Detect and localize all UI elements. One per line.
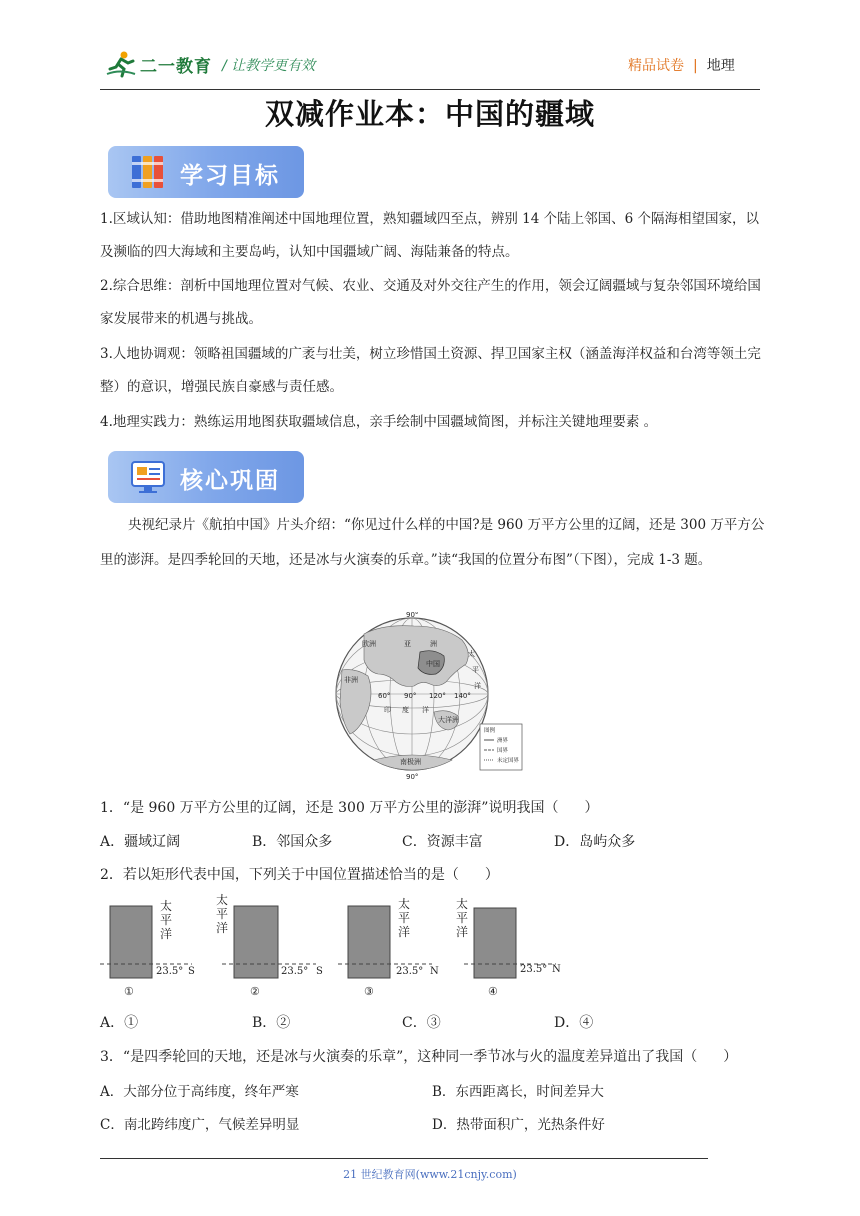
map-label-africa: 非洲 <box>344 676 358 684</box>
fig4-label: ④ <box>488 985 498 998</box>
q3-option-a[interactable]: A．大部分位于高纬度，终年严寒 <box>100 1084 299 1100</box>
map-label-europe: 欧洲 <box>362 640 376 648</box>
fig4-hemi: N <box>552 964 561 975</box>
fig1-ocean-3: 洋 <box>160 927 173 941</box>
map-label-lon-140: 140° <box>454 692 471 700</box>
page-title: 双减作业本：中国的疆域 <box>264 97 595 131</box>
map-label-indian-2: 度 <box>402 706 409 714</box>
logo-text: 二一教育 <box>140 57 212 77</box>
goal-item-1: 1.区域认知：借助地图精准阐述中国地理位置，熟知疆域四至点，辨别 14 个陆上邻国、6 个隔海相望国家，以及濒临的四大海域和主要岛屿，认知中国疆域广阔、海陆兼备的特点。 <box>100 211 760 260</box>
fig4-ocean-2: 平 <box>456 911 469 925</box>
core-banner-label: 核心巩固 <box>180 468 280 494</box>
fig3-ocean-3: 洋 <box>398 925 411 939</box>
header-divider <box>100 89 760 90</box>
q2-figure-4 <box>456 896 561 998</box>
map-label-indian-1: 印 <box>384 706 391 714</box>
fig2-ocean-1: 太 <box>216 893 229 907</box>
fig3-ocean-1: 太 <box>398 897 411 911</box>
map-label-lon-60: 60° <box>378 692 391 700</box>
goal-item-3: 3.人地协调观：领略祖国疆域的广袤与壮美，树立珍惜国土资源、捍卫国家主权（涵盖海洋权益和台湾等领土完整）的意识，增强民族自豪感与责任感。 <box>100 346 761 395</box>
fig1-label: ① <box>124 985 134 998</box>
map-label-lon-90: 90° <box>404 692 417 700</box>
q3-option-c[interactable]: C．南北跨纬度广，气候差异明显 <box>100 1117 300 1133</box>
fig2-label: ② <box>250 985 260 998</box>
q2-figures <box>100 892 570 1002</box>
fig3-lat: 23.5° <box>396 966 424 977</box>
q1-stem-text: 1．“是 960 万平方公里的辽阔，还是 300 万平方公里的澎湃”说明我国（ <box>100 800 559 816</box>
subject-label: 地理 <box>706 58 735 74</box>
q2-figure-3 <box>338 896 439 998</box>
goals-banner-label: 学习目标 <box>180 163 280 189</box>
logo-runner-icon <box>106 50 136 78</box>
goal-item-4: 4.地理实践力：熟练运用地图获取疆域信息，亲手绘制中国疆域简图，并标注关键地理要素 。 <box>100 414 658 430</box>
q2-option-c[interactable]: C．③ <box>402 1015 441 1031</box>
map-label-indian-3: 洋 <box>422 706 429 714</box>
books-icon <box>130 154 168 190</box>
goal-item-2: 2.综合思维：剖析中国地理位置对气候、农业、交通及对外交往产生的作用，领会辽阔疆域与复杂邻国环境给国家发展带来的机遇与挑战。 <box>100 278 761 327</box>
footer-divider <box>100 1158 708 1159</box>
q3-option-b[interactable]: B．东西距离长，时间差异大 <box>432 1084 604 1100</box>
legend-item-1: 洲界 <box>497 738 509 744</box>
q1-option-b[interactable]: B．邻国众多 <box>252 834 333 850</box>
fig1-ocean-1: 太 <box>160 899 173 913</box>
globe-map <box>334 612 524 780</box>
map-label-oceania: 大洋洲 <box>438 716 459 724</box>
q3-paren-close: ） <box>723 1049 738 1065</box>
fig4-ocean-3: 洋 <box>456 925 469 939</box>
q2-option-b[interactable]: B．② <box>252 1015 291 1031</box>
map-label-china: 中国 <box>426 660 440 668</box>
q1-option-c[interactable]: C．资源丰富 <box>402 834 483 850</box>
question-2-stem <box>100 864 499 884</box>
legend-item-2: 国界 <box>497 748 509 754</box>
fig2-hemi: S <box>316 966 323 977</box>
q2-stem-text: 2．若以矩形代表中国，下列关于中国位置描述恰当的是（ <box>100 867 459 883</box>
map-label-pacific-2: 平 <box>472 666 479 674</box>
map-label-antarctica: 南极洲 <box>400 758 421 766</box>
q2-option-d[interactable]: D．④ <box>554 1015 594 1031</box>
q2-figure-1 <box>100 898 195 998</box>
q1-option-d[interactable]: D．岛屿众多 <box>554 834 636 850</box>
footer-text[interactable]: 21 世纪教育网(www.21cnjy.com) <box>343 1168 517 1181</box>
map-label-lat-top: 90° <box>406 612 419 619</box>
map-label-lon-120: 120° <box>429 692 446 700</box>
category-label: 精品试卷 <box>628 58 684 74</box>
q3-option-d[interactable]: D．热带面积广，光热条件好 <box>432 1117 605 1133</box>
fig3-ocean-2: 平 <box>398 911 411 925</box>
map-legend <box>480 724 522 770</box>
computer-icon <box>130 459 168 495</box>
fig4-lat: 23.5° <box>520 964 548 975</box>
question-3-stem <box>100 1046 737 1066</box>
map-label-pacific-3: 洋 <box>474 682 481 690</box>
legend-item-3: 未定国界 <box>497 758 520 764</box>
core-banner <box>108 451 304 503</box>
fig3-label: ③ <box>364 985 374 998</box>
map-label-asia-2: 洲 <box>430 640 437 648</box>
header-separator: | <box>693 58 698 74</box>
fig2-ocean-2: 平 <box>216 907 229 921</box>
question-1-stem <box>100 797 598 817</box>
slogan: / 让教学更有效 <box>222 58 316 74</box>
map-label-lat-bottom: 90° <box>406 773 419 780</box>
map-label-pacific-1: 太 <box>468 650 475 658</box>
goals-banner <box>108 146 304 198</box>
q1-option-a[interactable]: A．疆域辽阔 <box>100 834 181 850</box>
q2-paren-close: ） <box>484 867 499 883</box>
fig1-ocean-2: 平 <box>160 913 173 927</box>
fig2-ocean-3: 洋 <box>216 921 229 935</box>
legend-title: 图例 <box>484 728 496 734</box>
fig1-lat: 23.5° <box>156 966 184 977</box>
fig2-lat: 23.5° <box>281 966 309 977</box>
q1-paren-close: ） <box>584 800 599 816</box>
header-tags <box>628 55 735 75</box>
fig3-hemi: N <box>430 966 439 977</box>
fig1-hemi: S <box>188 966 195 977</box>
map-label-asia: 亚 <box>404 640 411 648</box>
q2-figure-2 <box>216 892 323 998</box>
fig4-ocean-1: 太 <box>456 897 469 911</box>
q3-stem-text: 3．“是四季轮回的天地，还是冰与火演奏的乐章”，这种同一季节冰与火的温度差异道出了我国（ <box>100 1049 698 1065</box>
intro-paragraph: 央视纪录片《航拍中国》片头介绍：“你见过什么样的中国?是 960 万平方公里的辽阔，还是 300 万平方公里的澎湃。是四季轮回的天地，还是冰与火演奏的乐章。”读“我国的位置分布图”（下图），完成 1-3 题。 <box>100 517 765 568</box>
q2-option-a[interactable]: A．① <box>100 1015 139 1031</box>
